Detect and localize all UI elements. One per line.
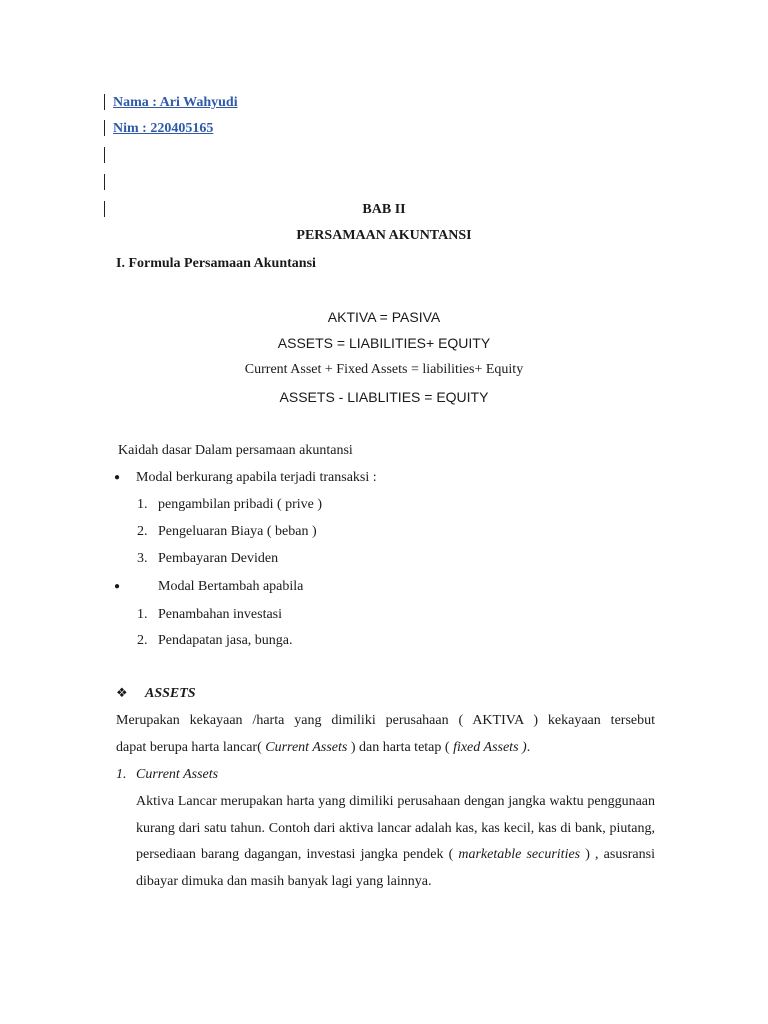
list-number: 2. (137, 633, 148, 648)
text-cursor-bar (104, 147, 105, 163)
paragraph-text: ) , asusransi dibayar dimuka dan masih banyak lagi yang lainnya. (136, 847, 655, 889)
chapter-subject: PERSAMAAN AKUNTANSI (296, 228, 472, 243)
list-item: Pendapatan jasa, bunga. (158, 633, 293, 648)
student-name[interactable]: Nama : Ari Wahyudi (113, 95, 238, 110)
chapter-title: BAB II (362, 202, 406, 217)
formula-4: ASSETS - LIABLITIES = EQUITY (279, 389, 489, 405)
subsection-number (116, 767, 127, 783)
bullet-dot-icon: ● (114, 472, 121, 483)
list-number: 2. (137, 524, 148, 539)
diamond-bullet-icon: ❖ (116, 686, 128, 701)
assets-heading-text: ASSETS (145, 686, 196, 701)
paragraph-text: Aktiva Lancar merupakan harta yang dimiliki perusahaan dengan jangka waktu penggunaan kurang dari satu tahun. Contoh dari aktiva lancar adalah kas, kas kecil, kas di bank, piutang, persediaan barang dagangan, investasi jangka pendek ( (136, 794, 655, 862)
definition-text: . (526, 740, 531, 755)
definition-italic: fixed Assets ) (453, 740, 527, 755)
paragraph-italic: marketable securities (458, 847, 581, 862)
subsection-title (136, 767, 218, 783)
formula-3: Current Asset + Fixed Assets = liabilities+ Equity (244, 362, 524, 377)
formula-2: ASSETS = LIABILITIES+ EQUITY (277, 335, 491, 351)
definition-italic: Current Assets (265, 740, 348, 755)
assets-definition-line2 (116, 740, 530, 756)
list-number: 1. (137, 607, 148, 622)
definition-text: ) dan harta tetap ( (347, 740, 454, 755)
bullet-dot-icon: ● (114, 581, 121, 592)
subsection-title-text: Current Assets (136, 767, 219, 782)
list-item: Penambahan investasi (158, 607, 283, 622)
text-cursor-bar (104, 94, 105, 110)
text-cursor-bar (104, 120, 105, 136)
list-item: pengambilan pribadi ( prive ) (158, 497, 323, 512)
increase-label: Modal Bertambah apabila (158, 579, 304, 594)
student-nim[interactable]: Nim : 220405165 (113, 121, 214, 136)
assets-heading (145, 686, 196, 702)
list-item: Pengeluaran Biaya ( beban ) (158, 524, 317, 539)
list-number: 3. (137, 551, 148, 566)
decrease-label: Modal berkurang apabila terjadi transaksi : (136, 470, 377, 485)
list-number: 1. (137, 497, 148, 512)
definition-text: dapat berupa harta lancar( (116, 740, 266, 755)
section-heading: I. Formula Persamaan Akuntansi (116, 256, 316, 271)
subsection-number-text: 1. (116, 767, 127, 782)
text-cursor-bar (104, 174, 105, 190)
assets-definition-line1: Merupakan kekayaan /harta yang dimiliki perusahaan ( AKTIVA ) kekayaan tersebut (116, 713, 655, 728)
rules-intro: Kaidah dasar Dalam persamaan akuntansi (118, 443, 353, 458)
current-assets-paragraph (136, 789, 655, 895)
formula-1: AKTIVA = PASIVA (327, 309, 441, 325)
list-item: Pembayaran Deviden (158, 551, 279, 566)
